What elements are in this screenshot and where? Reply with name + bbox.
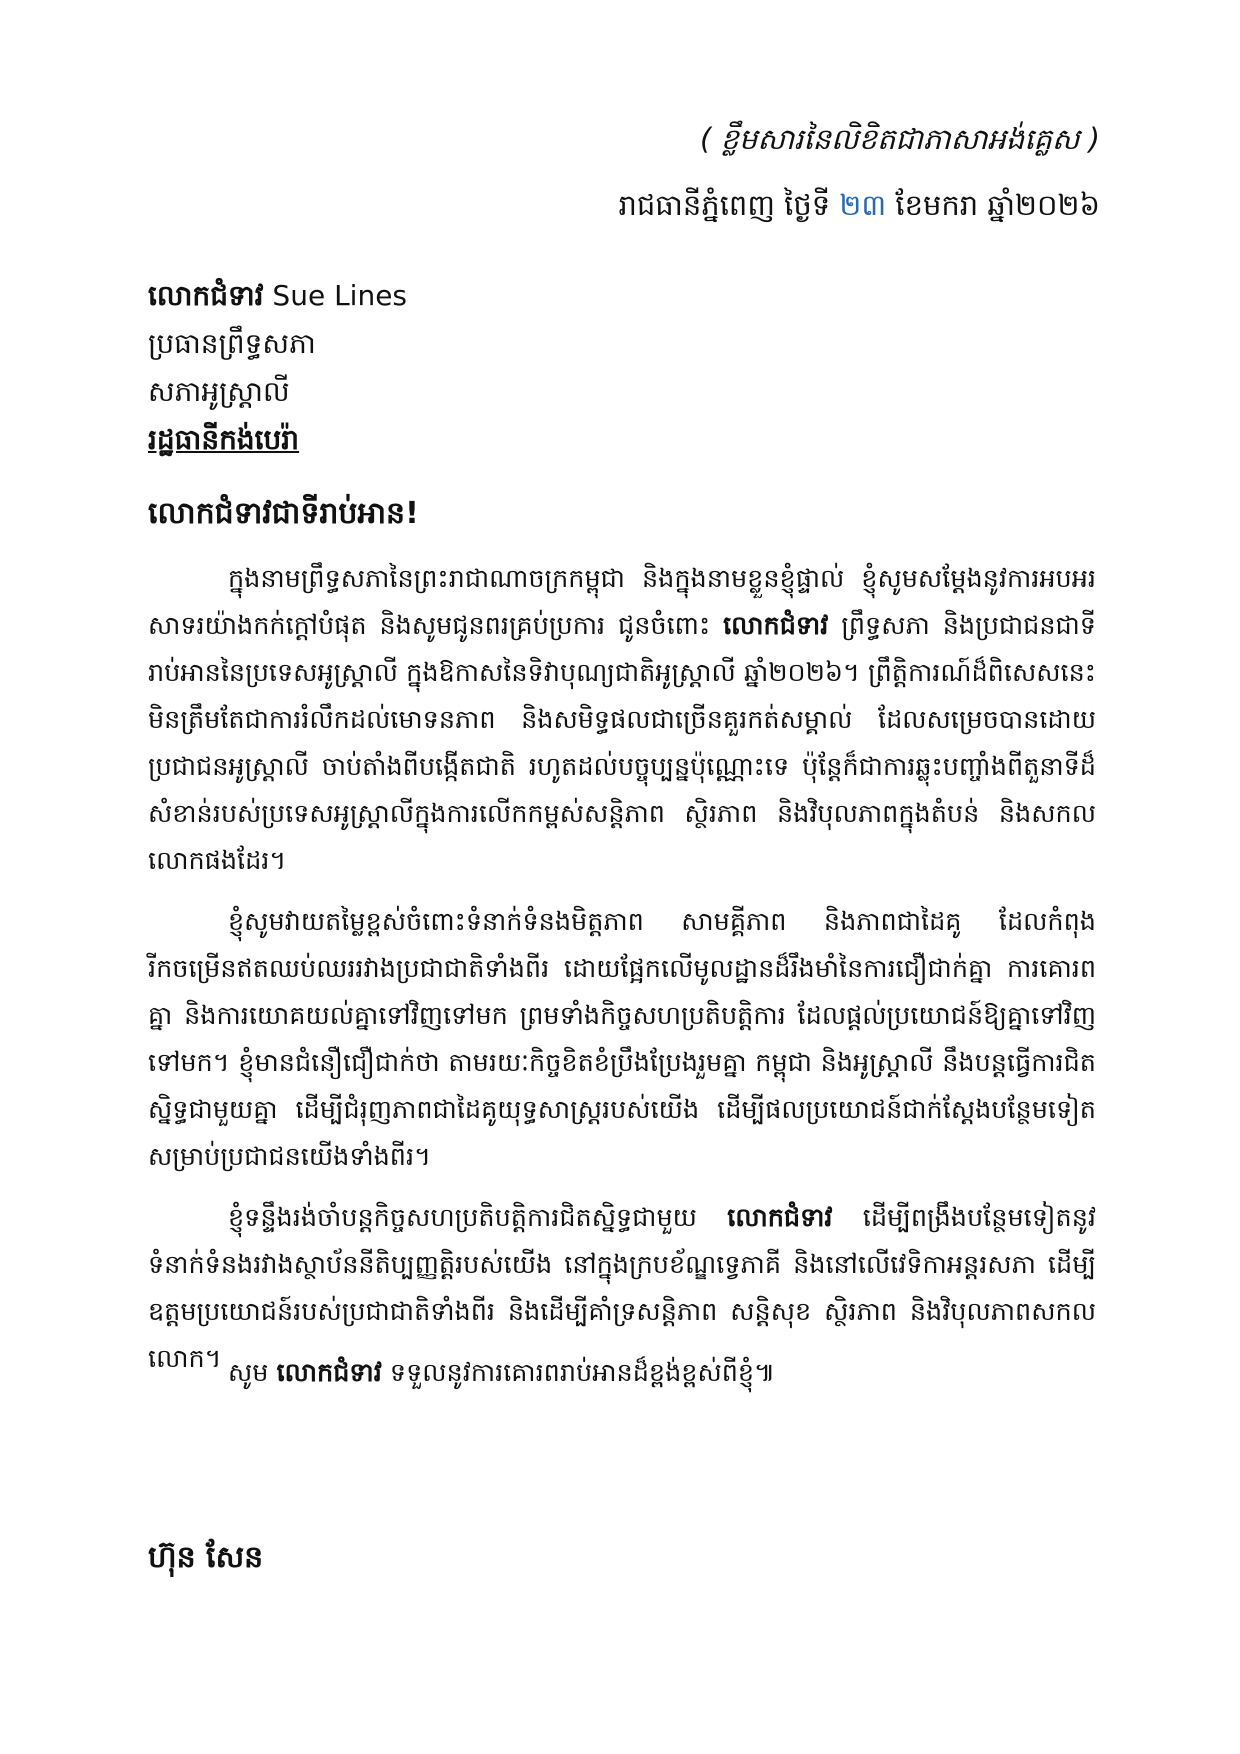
closing-b: ទទួលនូវការគោរពរាប់អានដ៏ខ្ពង់ខ្ពស់ពីខ្ញុំ៕	[381, 1358, 776, 1388]
date-day: ២៣	[839, 188, 887, 222]
recipient-name-line	[148, 272, 1048, 320]
english-content-note: ( ខ្លឹមសារនៃលិខិតជាភាសាអង់គ្លេស )	[699, 122, 1100, 156]
p3-text-b: ដើម្បីពង្រឹងបន្ថែមទៀតនូវទំនាក់ទំនងរវាងស្ថាប័ននីតិប្បញ្ញត្តិរបស់យើង នៅក្នុងក្របខ័ណ្ឌទ្វេភាគី និងនៅលើវេទិកាអន្តរសភា ដើម្បីឧត្តមប្រយោជន៍របស់ប្រជាជាតិទាំងពីរ និងដើម្បីគាំទ្រសន្តិភាព សន្តិសុខ ស្ថិរភាព និងវិបុលភាពសកលលោក។	[148, 1203, 1096, 1374]
p1-text-b: ព្រឹទ្ធសភា និងប្រជាជនជាទីរាប់អាននៃប្រទេសអូស្ត្រាលី ក្នុងឱកាសនៃទិវាបុណ្យជាតិអូស្ត្រាលី ឆ្នាំ២០២៦។ ព្រឹត្តិការណ៍ដ៏ពិសេសនេះ មិនត្រឹមតែជាការរំលឹកដល់មោទនភាព និងសមិទ្ធផលជាច្រើនគួរកត់សម្គាល់ ដែលសម្រេចបានដោយប្រជាជនអូស្ត្រាលី ចាប់តាំងពីបង្កើតជាតិ រហូតដល់បច្ចុប្បន្នប៉ុណ្ណោះទេ ប៉ុន្តែក៏ជាការឆ្លុះបញ្ចាំងពីតួនាទីដ៏សំខាន់របស់ប្រទេសអូស្ត្រាលីក្នុងការលើកកម្ពស់សន្តិភាព ស្ថិរភាព និងវិបុលភាពក្នុងតំបន់ និងសកលលោកផងដែរ។	[148, 611, 1096, 876]
salutation: លោកជំទាវជាទីរាប់អាន!	[148, 496, 419, 531]
p1-honorific: លោកជំទាវ	[723, 611, 829, 641]
recipient-institution: សភាអូស្ត្រាលី	[148, 375, 290, 408]
recipient-city: រដ្ឋធានីកង់បេរ៉ា	[148, 423, 300, 456]
p3-honorific: លោកជំទាវ	[727, 1203, 833, 1233]
signature-name: ហ៊ុន សែន	[148, 1540, 264, 1575]
date-prefix: រាជធានីភ្នំពេញ ថ្ងៃទី	[618, 188, 840, 222]
recipient-position: ប្រធានព្រឹទ្ធសភា	[148, 327, 316, 360]
closing-line	[228, 1357, 775, 1394]
recipient-block	[148, 272, 1048, 464]
recipient-name: Sue Lines	[263, 279, 408, 312]
closing-honorific: លោកជំទាវ	[276, 1358, 382, 1388]
dateline	[618, 188, 1100, 230]
closing-a: សូម	[228, 1358, 277, 1388]
paragraph-1	[148, 556, 1096, 885]
letter-body	[148, 556, 1096, 1397]
date-suffix: ខែមករា ឆ្នាំ២០២៦	[886, 188, 1100, 222]
recipient-honorific: លោកជំទាវ	[148, 279, 264, 312]
paragraph-3	[148, 1195, 1096, 1383]
p3-text-a: ខ្ញុំទន្ទឹងរង់ចាំបន្តកិច្ចសហប្រតិបត្តិការជិតស្និទ្ធជាមួយ	[228, 1203, 728, 1233]
p1-text-a: ក្នុងនាមព្រឹទ្ធសភានៃព្រះរាជាណាចក្រកម្ពុជា និងក្នុងនាមខ្លួនខ្ញុំផ្ទាល់ ខ្ញុំសូមសម្ដែងនូវការអបអរសាទរយ៉ាងកក់ក្ដៅបំផុត និងសូមជូនពរគ្រប់ប្រការ ជូនចំពោះ	[148, 564, 1096, 641]
paragraph-2: ខ្ញុំសូមវាយតម្លៃខ្ពស់ចំពោះទំនាក់ទំនងមិត្តភាព សាមគ្គីភាព និងភាពជាដៃគូ ដែលកំពុងរីកចម្រើនឥតឈប់ឈររវាងប្រជាជាតិទាំងពីរ ដោយផ្អែកលើមូលដ្ឋានដ៏រឹងមាំនៃការជឿជាក់គ្នា ការគោរពគ្នា និងការយោគយល់គ្នាទៅវិញទៅមក ព្រមទាំងកិច្ចសហប្រតិបត្តិការ ដែលផ្ដល់ប្រយោជន៍ឱ្យគ្នាទៅវិញទៅមក។ ខ្ញុំមានជំនឿជឿជាក់ថា តាមរយៈកិច្ចខិតខំប្រឹងប្រែងរួមគ្នា កម្ពុជា និងអូស្ត្រាលី នឹងបន្តធ្វើការជិតស្និទ្ធជាមួយគ្នា ដើម្បីជំរុញភាពជាដៃគូយុទ្ធសាស្ត្ររបស់យើង ដើម្បីផលប្រយោជន៍ជាក់ស្ដែងបន្ថែមទៀតសម្រាប់ប្រជាជនយើងទាំងពីរ។	[148, 907, 1096, 1172]
